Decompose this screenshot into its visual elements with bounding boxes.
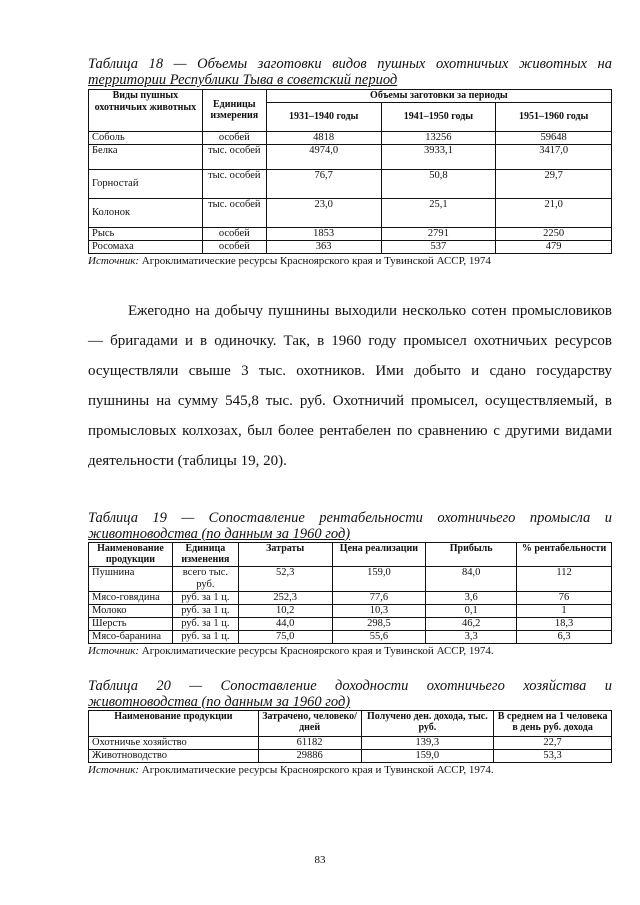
row-percent: 76 [517, 591, 612, 604]
row-value: 76,7 [266, 169, 381, 198]
row-average: 22,7 [494, 736, 612, 749]
table-row [89, 749, 612, 762]
table-18 [88, 89, 612, 254]
header-units: Единицы измерения [202, 90, 266, 132]
source-text: Агроклиматические ресурсы Красноярского края и Тувинской АССР, 1974 [141, 254, 491, 267]
row-unit: тыс. особей [202, 198, 266, 227]
row-costs: 52,3 [238, 566, 332, 591]
table-18-caption-line2: территории Республики Тыва в советский период [88, 72, 398, 88]
row-income: 139,3 [361, 736, 494, 749]
row-value: 537 [381, 240, 496, 253]
page-number: 83 [314, 854, 326, 866]
table-row [89, 630, 612, 643]
row-unit: особей [202, 240, 266, 253]
table-19-caption [88, 510, 612, 542]
row-profit: 46,2 [426, 617, 517, 630]
table-20-caption-line2: животноводства (по данным за 1960 год) [88, 693, 351, 710]
header-percent: % рентабельности [517, 542, 612, 566]
table-row [89, 591, 612, 604]
table-20-caption [88, 678, 612, 710]
row-percent: 1 [517, 604, 612, 617]
table-18-source [88, 255, 612, 268]
row-value: 23,0 [266, 198, 381, 227]
row-profit: 3,6 [426, 591, 517, 604]
row-name: Шерсть [89, 617, 173, 630]
row-name: Мясо-говядина [89, 591, 173, 604]
header-product: Наименование продукции [89, 542, 173, 566]
table-20-caption-line1: Таблица 20 — Сопоставление доходности охотничьего хозяйства и [88, 677, 612, 694]
row-price: 298,5 [332, 617, 426, 630]
row-name: Пушнина [89, 566, 173, 591]
row-name: Животноводство [89, 749, 259, 762]
header-price: Цена реализации [332, 542, 426, 566]
header-average: В среднем на 1 человека в день руб. дохода [494, 710, 612, 736]
row-value: 363 [266, 240, 381, 253]
row-profit: 0,1 [426, 604, 517, 617]
table-20-source [88, 764, 612, 777]
table-20 [88, 710, 612, 763]
row-value: 4974,0 [266, 144, 381, 169]
source-label: Источник: [88, 763, 139, 776]
row-value: 2250 [496, 227, 612, 240]
row-profit: 84,0 [426, 566, 517, 591]
row-name: Молоко [89, 604, 173, 617]
row-unit: руб. за 1 ц. [172, 630, 238, 643]
row-value: 4818 [266, 131, 381, 144]
row-unit: особей [202, 227, 266, 240]
table-row [89, 169, 612, 198]
row-unit: руб. за 1 ц. [172, 617, 238, 630]
row-unit: тыс. особей [202, 144, 266, 169]
row-percent: 6,3 [517, 630, 612, 643]
row-name: Колонок [89, 198, 203, 227]
row-value: 1853 [266, 227, 381, 240]
table-row [89, 240, 612, 253]
row-unit: особей [202, 131, 266, 144]
row-name: Охотничье хозяйство [89, 736, 259, 749]
row-name: Рысь [89, 227, 203, 240]
header-period-2: 1941–1950 годы [381, 102, 496, 131]
table-18-caption-line1: Таблица 18 — Объемы заготовки видов пушных охотничьих животных на [88, 56, 612, 72]
row-unit: руб. за 1 ц. [172, 591, 238, 604]
row-percent: 112 [517, 566, 612, 591]
row-spent: 29886 [258, 749, 361, 762]
source-label: Источник: [88, 644, 139, 657]
table-19-source [88, 645, 612, 658]
row-costs: 44,0 [238, 617, 332, 630]
row-value: 13256 [381, 131, 496, 144]
row-costs: 10,2 [238, 604, 332, 617]
row-value: 25,1 [381, 198, 496, 227]
table-row [89, 227, 612, 240]
header-unit: Единица изменения [172, 542, 238, 566]
row-costs: 75,0 [238, 630, 332, 643]
row-name: Белка [89, 144, 203, 169]
header-period-1: 1931–1940 годы [266, 102, 381, 131]
row-name: Горностай [89, 169, 203, 198]
row-value: 2791 [381, 227, 496, 240]
header-period-3: 1951–1960 годы [496, 102, 612, 131]
table-row [89, 736, 612, 749]
row-price: 77,6 [332, 591, 426, 604]
table-row [89, 144, 612, 169]
row-unit: всего тыс. руб. [172, 566, 238, 591]
header-profit: Прибыль [426, 542, 517, 566]
table-19-caption-line2: животноводства (по данным за 1960 год) [88, 525, 351, 542]
source-text: Агроклиматические ресурсы Красноярского края и Тувинской АССР, 1974. [141, 763, 494, 776]
header-spent: Затрачено, человеко/дней [258, 710, 361, 736]
row-name: Росомаха [89, 240, 203, 253]
body-paragraph: Ежегодно на добычу пушнины выходили несколько сотен промысловиков — бригадами и в одиночку. Так, в 1960 году промысел охотничьих ресурсов осуществляли свыше 3 тыс. охотников. Ими добыто и сдано государству пушнины на сумму 545,8 тыс. руб. Охотничий промысел, осуществляемый, в промысловых колхозах, был более рентабелен по сравнению с другими видами деятельности (таблицы 19, 20). [88, 302, 612, 469]
row-costs: 252,3 [238, 591, 332, 604]
row-price: 55,6 [332, 630, 426, 643]
row-percent: 18,3 [517, 617, 612, 630]
table-19 [88, 542, 612, 644]
table-row [89, 198, 612, 227]
row-value: 3933,1 [381, 144, 496, 169]
row-unit: тыс. особей [202, 169, 266, 198]
table-row [89, 617, 612, 630]
row-value: 50,8 [381, 169, 496, 198]
table-19-caption-line1: Таблица 19 — Сопоставление рентабельности охотничьего промысла и [88, 509, 612, 526]
row-value: 21,0 [496, 198, 612, 227]
row-name: Мясо-баранина [89, 630, 173, 643]
page-content [88, 56, 612, 777]
row-value: 3417,0 [496, 144, 612, 169]
row-name: Соболь [89, 131, 203, 144]
row-unit: руб. за 1 ц. [172, 604, 238, 617]
row-price: 159,0 [332, 566, 426, 591]
table-18-caption [88, 56, 612, 88]
row-price: 10,3 [332, 604, 426, 617]
row-income: 159,0 [361, 749, 494, 762]
row-average: 53,3 [494, 749, 612, 762]
source-text: Агроклиматические ресурсы Красноярского края и Тувинской АССР, 1974. [141, 644, 494, 657]
header-periods: Объемы заготовки за периоды [266, 90, 611, 103]
table-row [89, 566, 612, 591]
source-label: Источник: [88, 254, 139, 267]
row-value: 29,7 [496, 169, 612, 198]
header-product: Наименование продукции [89, 710, 259, 736]
header-costs: Затраты [238, 542, 332, 566]
header-income: Получено ден. дохода, тыс. руб. [361, 710, 494, 736]
table-row [89, 131, 612, 144]
table-row [89, 604, 612, 617]
row-value: 479 [496, 240, 612, 253]
row-spent: 61182 [258, 736, 361, 749]
row-profit: 3,3 [426, 630, 517, 643]
header-species: Виды пушных охотничьих животных [89, 90, 203, 132]
row-value: 59648 [496, 131, 612, 144]
